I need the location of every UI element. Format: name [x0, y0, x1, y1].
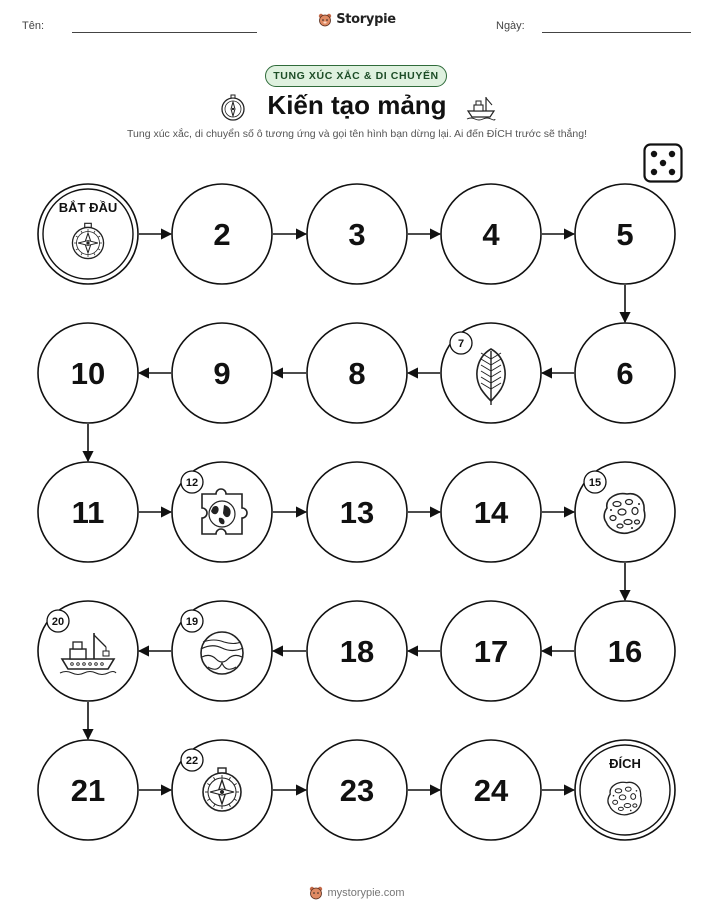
cell-number-badge: 7 [457, 338, 465, 350]
board-cell-11 [38, 462, 138, 562]
footer [0, 886, 714, 900]
cell-number: 9 [213, 356, 231, 391]
rock-icon [608, 782, 641, 815]
board-cell-7 [441, 323, 541, 423]
name-label: Tên: [22, 20, 45, 32]
page-title: Kiến tạo mảng [267, 90, 447, 120]
cell-number: 10 [70, 356, 106, 391]
board-cell-22 [172, 740, 272, 840]
board-cell-2 [172, 184, 272, 284]
date-label: Ngày: [496, 20, 525, 32]
cell-number: 6 [616, 356, 634, 391]
board-cell-13 [307, 462, 407, 562]
cell-number: 21 [70, 773, 106, 808]
board-cell-17 [441, 601, 541, 701]
cell-number: 16 [607, 634, 643, 669]
cell-number: 11 [71, 495, 105, 530]
cell-number: 4 [482, 217, 500, 252]
cell-number: 3 [348, 217, 366, 252]
rock-icon [604, 494, 645, 534]
board-cell-16 [575, 601, 675, 701]
cell-number: 5 [616, 217, 634, 252]
board-cell-18 [307, 601, 407, 701]
cell-number: 14 [473, 495, 509, 530]
board-cell-12 [172, 462, 272, 562]
instructions: Tung xúc xắc, di chuyển số ô tương ứng và gọi tên hình bạn dừng lại. Ai đến ĐÍCH trước sẽ thắng! [126, 128, 587, 140]
cell-number: 13 [339, 495, 375, 530]
cell-number: 8 [348, 356, 366, 391]
cell-number-badge: 12 [185, 477, 199, 489]
board-cell-21 [38, 740, 138, 840]
board-cell-15 [575, 462, 675, 562]
board-cell-10 [38, 323, 138, 423]
board-cell-start [38, 184, 138, 284]
brand-name: Storypie [336, 12, 396, 27]
cell-number: 17 [473, 634, 509, 669]
board-cell-5 [575, 184, 675, 284]
board-cell-8 [307, 323, 407, 423]
activity-badge: TUNG XÚC XẮC & DI CHUYỂN [265, 65, 447, 87]
cell-number-badge: 20 [51, 616, 65, 628]
board-cell-4 [441, 184, 541, 284]
board-cell-23 [307, 740, 407, 840]
board-cell-6 [575, 323, 675, 423]
cell-label: ĐÍCH [609, 756, 641, 771]
cell-number-badge: 19 [185, 616, 199, 628]
earth-layers-icon [201, 632, 243, 674]
board-cell-finish [575, 740, 675, 840]
board-cell-19 [172, 601, 272, 701]
cell-number: 23 [339, 773, 375, 808]
cell-number: 2 [213, 217, 231, 252]
puzzle-globe-icon [202, 489, 247, 534]
board-cell-9 [172, 323, 272, 423]
board-cell-24 [441, 740, 541, 840]
cell-number-badge: 15 [588, 477, 602, 489]
cell-number-badge: 22 [185, 755, 199, 767]
footer-url: mystorypie.com [327, 887, 405, 899]
board-cell-20 [38, 601, 138, 701]
cell-label: BẮT ĐẦU [58, 200, 118, 215]
board-cell-14 [441, 462, 541, 562]
board-cell-3 [307, 184, 407, 284]
cell-number: 18 [339, 634, 375, 669]
bear-icon [309, 886, 323, 900]
cell-number: 24 [473, 773, 509, 808]
